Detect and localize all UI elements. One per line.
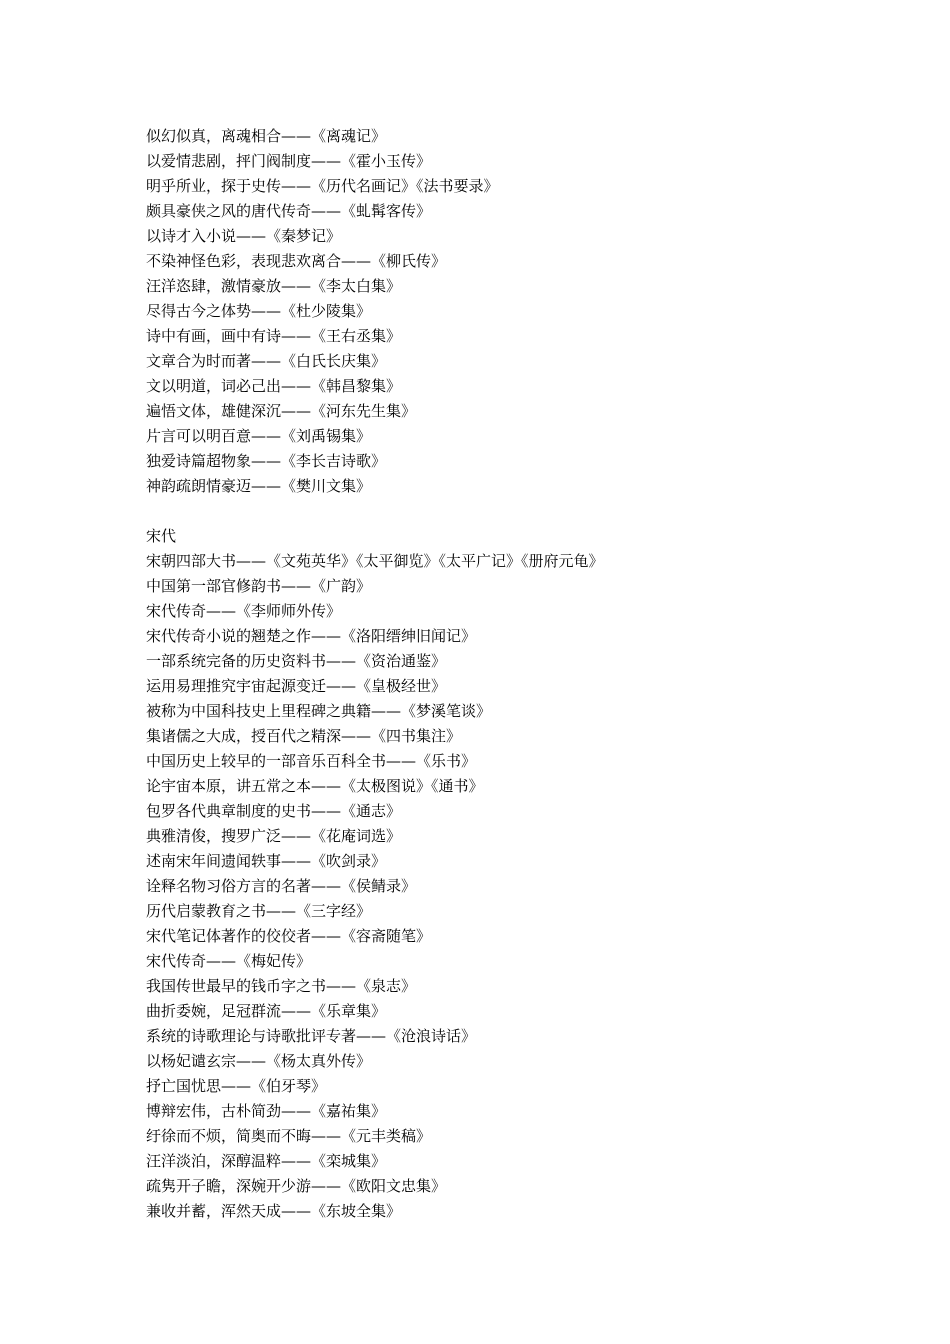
- list-item: 片言可以明百意——《刘禹锡集》: [146, 427, 372, 445]
- document-page: [146, 124, 906, 1224]
- list-item: 汪洋淡泊，深醇温粹——《栾城集》: [146, 1152, 387, 1170]
- list-item: 汪洋恣肆，激情豪放——《李太白集》: [146, 277, 402, 295]
- list-item: 独爱诗篇超物象——《李长吉诗歌》: [146, 452, 387, 470]
- list-item: 中国第一部官修韵书——《广韵》: [146, 577, 372, 595]
- song-section: [146, 524, 906, 1224]
- list-item: 以诗才入小说——《秦梦记》: [146, 227, 342, 245]
- list-item: 宋朝四部大书——《文苑英华》《太平御览》《太平广记》《册府元龟》: [146, 552, 604, 570]
- list-item: 明乎所业，探于史传——《历代名画记》《法书要录》: [146, 177, 499, 195]
- list-item: 宋代传奇小说的翘楚之作——《洛阳缙绅旧闻记》: [146, 627, 477, 645]
- list-item: 集诸儒之大成，授百代之精深——《四书集注》: [146, 727, 462, 745]
- list-item: 抒亡国忧思——《伯牙琴》: [146, 1077, 327, 1095]
- list-item: 运用易理推究宇宙起源变迁——《皇极经世》: [146, 677, 447, 695]
- list-item: 典雅清俊，搜罗广泛——《花庵词选》: [146, 827, 402, 845]
- list-item: 文章合为时而著——《白氏长庆集》: [146, 352, 387, 370]
- list-item: 纡徐而不烦，简奥而不晦——《元丰类稿》: [146, 1127, 432, 1145]
- list-item: 诗中有画，画中有诗——《王右丞集》: [146, 327, 402, 345]
- list-item: 以杨妃谴玄宗——《杨太真外传》: [146, 1052, 372, 1070]
- list-item: 一部系统完备的历史资料书——《资治通鉴》: [146, 652, 447, 670]
- list-item: 文以明道，词必己出——《韩昌黎集》: [146, 377, 402, 395]
- section-gap: [146, 499, 906, 524]
- list-item: 尽得古今之体势——《杜少陵集》: [146, 302, 372, 320]
- list-item: 不染神怪色彩，表现悲欢离合——《柳氏传》: [146, 252, 447, 270]
- list-item: 博辩宏伟，古朴简劲——《嘉祐集》: [146, 1102, 387, 1120]
- list-item: 宋代笔记体著作的佼佼者——《容斋随笔》: [146, 927, 432, 945]
- tang-section: [146, 124, 906, 499]
- list-item: 论宇宙本原，讲五常之本——《太极图说》《通书》: [146, 777, 484, 795]
- list-item: 历代启蒙教育之书——《三字经》: [146, 902, 372, 920]
- list-item: 曲折委婉，足冠群流——《乐章集》: [146, 1002, 387, 1020]
- list-item: 宋代传奇——《梅妃传》: [146, 952, 312, 970]
- list-item: 似幻似真，离魂相合——《离魂记》: [146, 127, 387, 145]
- list-item: 兼收并蓄，浑然天成——《东坡全集》: [146, 1202, 402, 1220]
- list-item: 我国传世最早的钱币字之书——《泉志》: [146, 977, 417, 995]
- list-item: 疏隽开子瞻，深婉开少游——《欧阳文忠集》: [146, 1177, 447, 1195]
- list-item: 述南宋年间遗闻轶事——《吹剑录》: [146, 852, 387, 870]
- list-item: 宋代传奇——《李师师外传》: [146, 602, 342, 620]
- list-item: 包罗各代典章制度的史书——《通志》: [146, 802, 402, 820]
- list-item: 被称为中国科技史上里程碑之典籍——《梦溪笔谈》: [146, 702, 492, 720]
- list-item: 系统的诗歌理论与诗歌批评专著——《沧浪诗话》: [146, 1027, 477, 1045]
- list-item: 诠释名物习俗方言的名著——《侯鲭录》: [146, 877, 417, 895]
- list-item: 遍悟文体，雄健深沉——《河东先生集》: [146, 402, 417, 420]
- list-item: 神韵疏朗情豪迈——《樊川文集》: [146, 477, 372, 495]
- list-item: 中国历史上较早的一部音乐百科全书——《乐书》: [146, 752, 477, 770]
- list-item: 以爱情悲剧，抨门阀制度——《霍小玉传》: [146, 152, 432, 170]
- list-item: 颇具豪侠之风的唐代传奇——《虬髯客传》: [146, 202, 432, 220]
- section-heading: 宋代: [146, 527, 177, 545]
